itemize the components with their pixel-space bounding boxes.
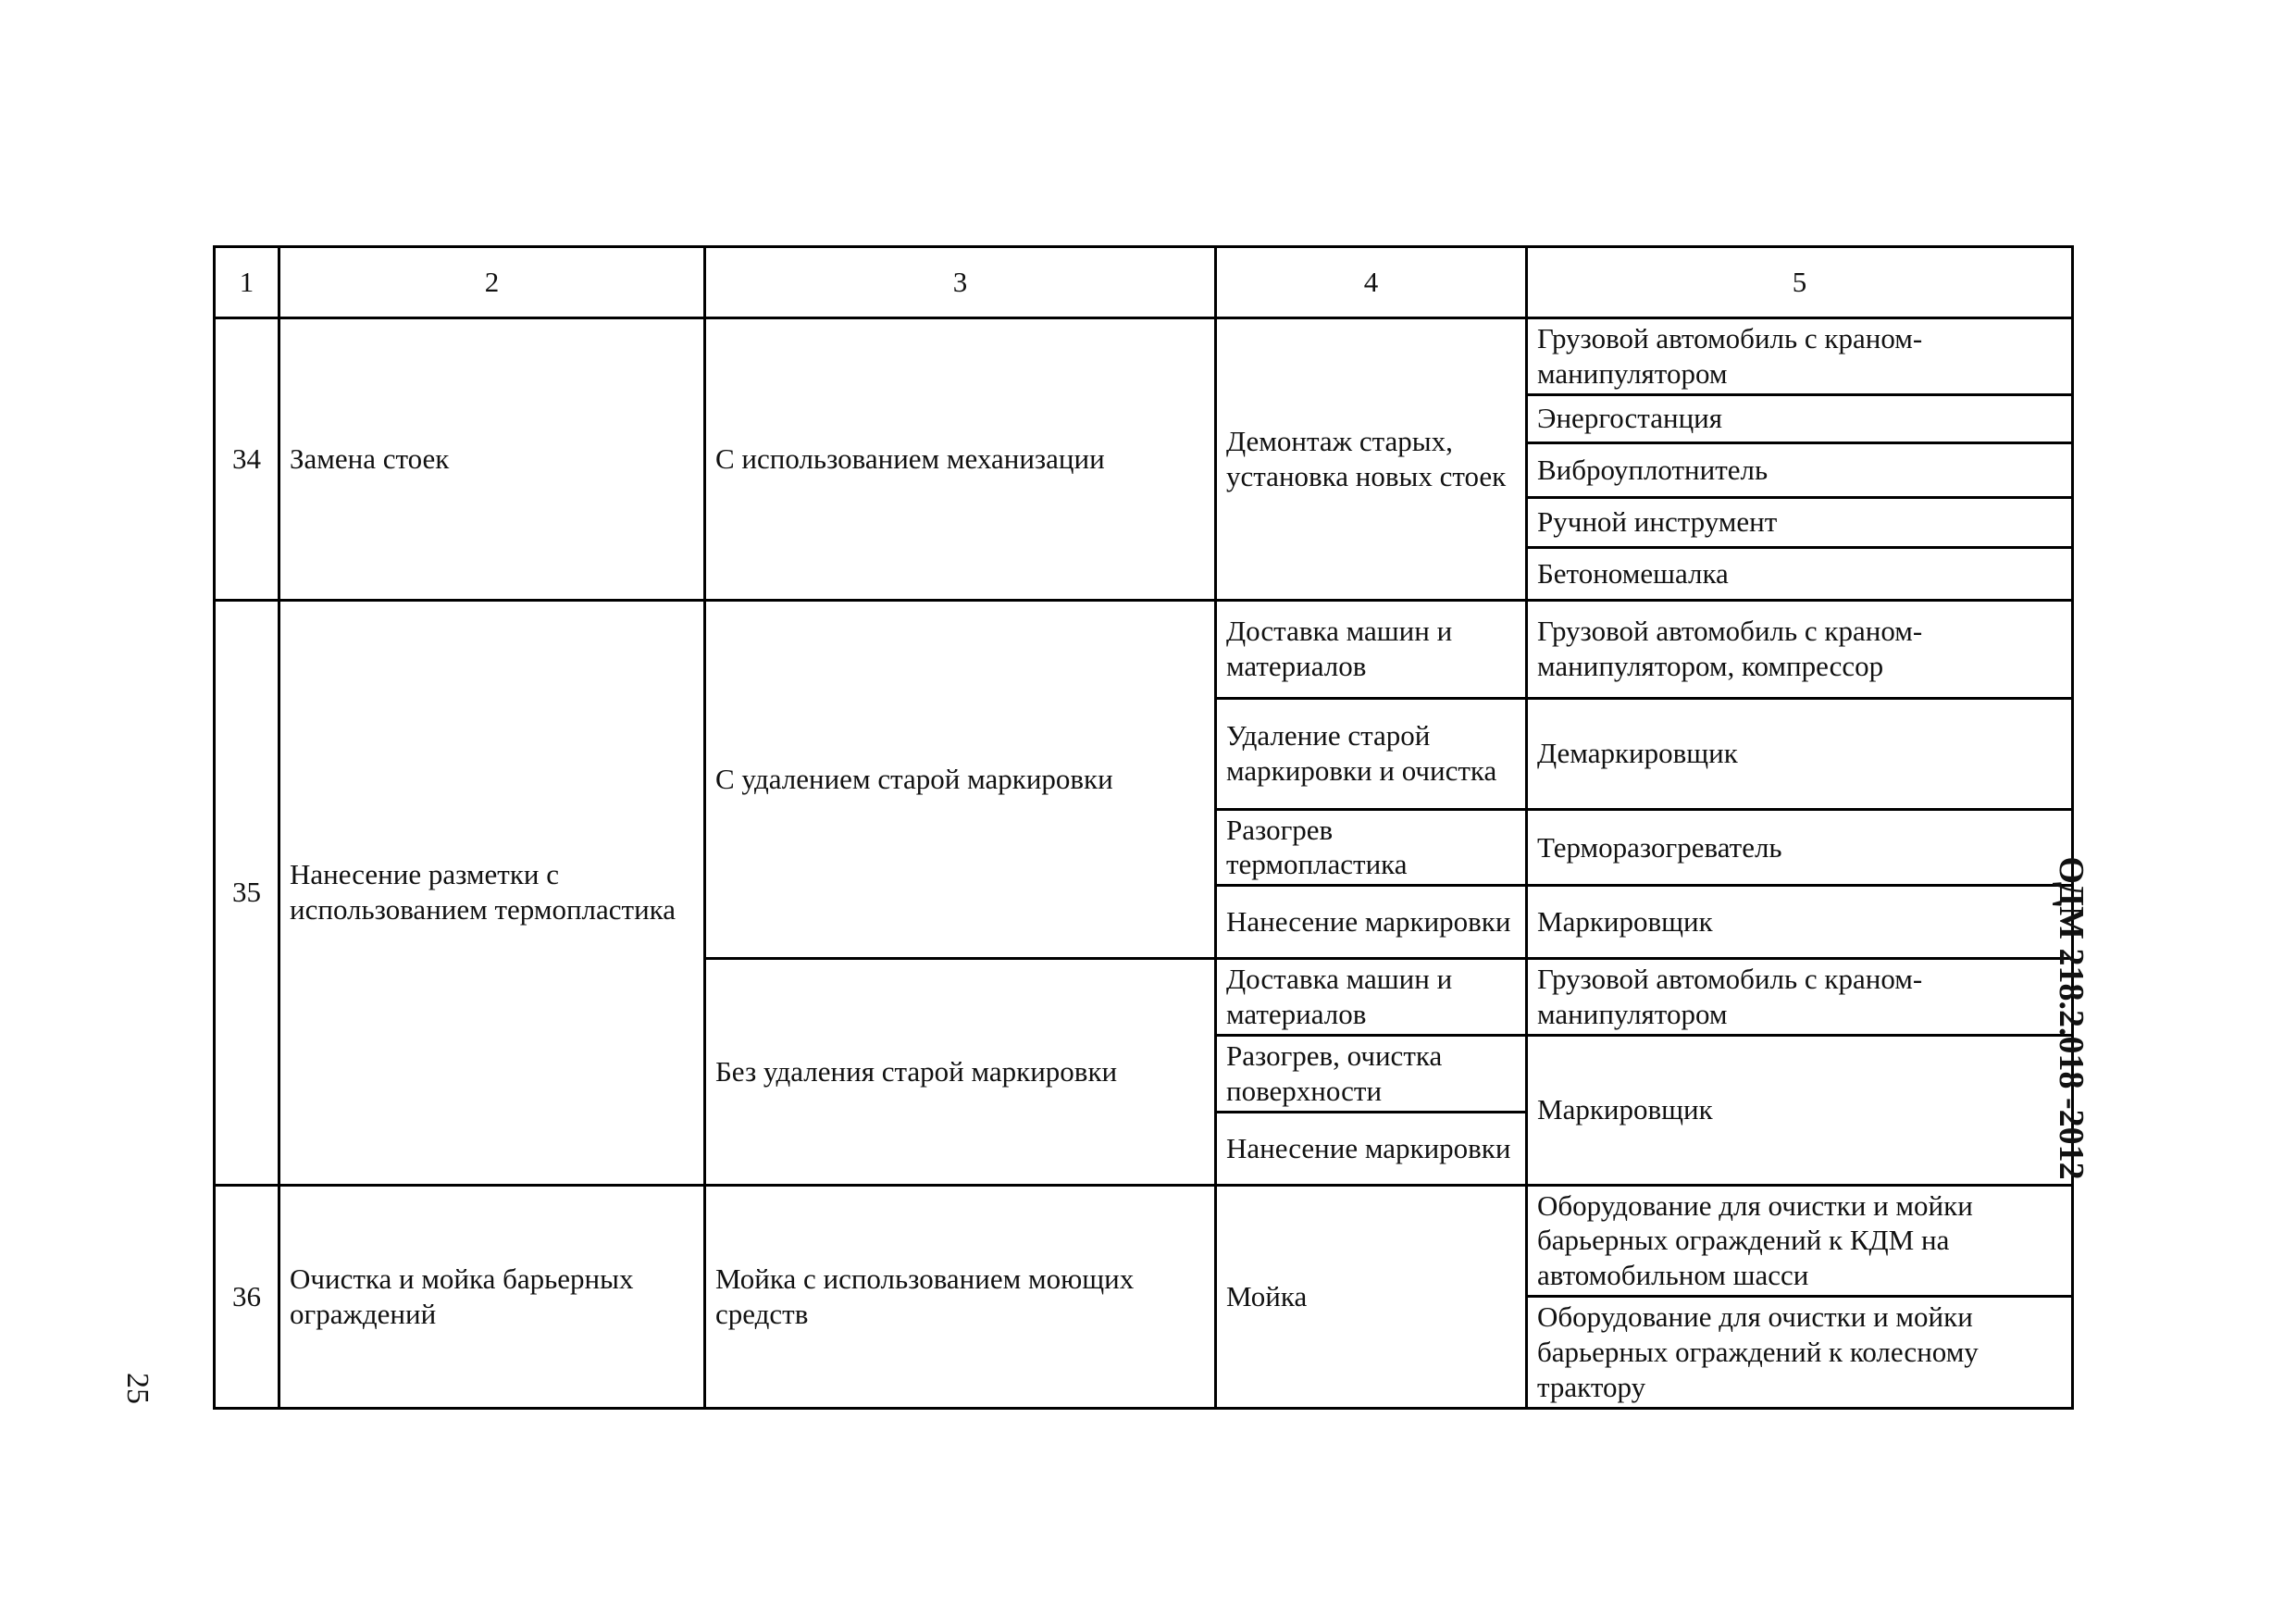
equipment: Грузовой автомобиль с краном-манипулятором — [1527, 959, 2073, 1036]
document-code: ОДМ 218.2.018 -2012 — [2052, 856, 2091, 1180]
work-method: С использованием механизации — [705, 318, 1216, 601]
equipment: Ручной инструмент — [1527, 497, 2073, 547]
work-type: Замена стоек — [279, 318, 705, 601]
col-header-2: 2 — [279, 247, 705, 318]
equipment-table — [213, 245, 2074, 1410]
operation: Нанесение маркировки — [1216, 886, 1527, 959]
work-method: Без удаления старой маркировки — [705, 959, 1216, 1185]
work-type: Нанесение разметки с использованием термопластика — [279, 600, 705, 1185]
equipment: Демаркировщик — [1527, 698, 2073, 809]
operation: Доставка машин и материалов — [1216, 600, 1527, 698]
page-number: 25 — [120, 1373, 155, 1404]
table-row — [215, 600, 2073, 698]
equipment: Оборудование для очистки и мойки барьерных ограждений к КДМ на автомобильном шасси — [1527, 1185, 2073, 1296]
row-number: 36 — [215, 1185, 279, 1408]
equipment: Терморазогреватель — [1527, 809, 2073, 886]
col-header-4: 4 — [1216, 247, 1527, 318]
operation: Разогрев термопластика — [1216, 809, 1527, 886]
operation: Доставка машин и материалов — [1216, 959, 1527, 1036]
equipment: Грузовой автомобиль с краном-манипулятором — [1527, 318, 2073, 395]
work-method: С удалением старой маркировки — [705, 600, 1216, 959]
operation: Удаление старой маркировки и очистка — [1216, 698, 1527, 809]
equipment: Оборудование для очистки и мойки барьерных ограждений к колесному трактору — [1527, 1296, 2073, 1408]
equipment: Энергостанция — [1527, 394, 2073, 442]
equipment: Маркировщик — [1527, 886, 2073, 959]
operation: Мойка — [1216, 1185, 1527, 1408]
operation: Нанесение маркировки — [1216, 1112, 1527, 1185]
row-number: 35 — [215, 600, 279, 1185]
operation: Разогрев, очистка поверхности — [1216, 1035, 1527, 1112]
col-header-3: 3 — [705, 247, 1216, 318]
equipment: Маркировщик — [1527, 1035, 2073, 1185]
table-row — [215, 1185, 2073, 1296]
work-method: Мойка с использованием моющих средств — [705, 1185, 1216, 1408]
header-row — [215, 247, 2073, 318]
equipment: Бетономешалка — [1527, 547, 2073, 600]
operation: Демонтаж старых, установка новых стоек — [1216, 318, 1527, 601]
row-number: 34 — [215, 318, 279, 601]
equipment: Грузовой автомобиль с краном-манипулятором, компрессор — [1527, 600, 2073, 698]
equipment: Виброуплотнитель — [1527, 442, 2073, 497]
col-header-5: 5 — [1527, 247, 2073, 318]
work-type: Очистка и мойка барьерных ограждений — [279, 1185, 705, 1408]
col-header-1: 1 — [215, 247, 279, 318]
table-row — [215, 318, 2073, 395]
